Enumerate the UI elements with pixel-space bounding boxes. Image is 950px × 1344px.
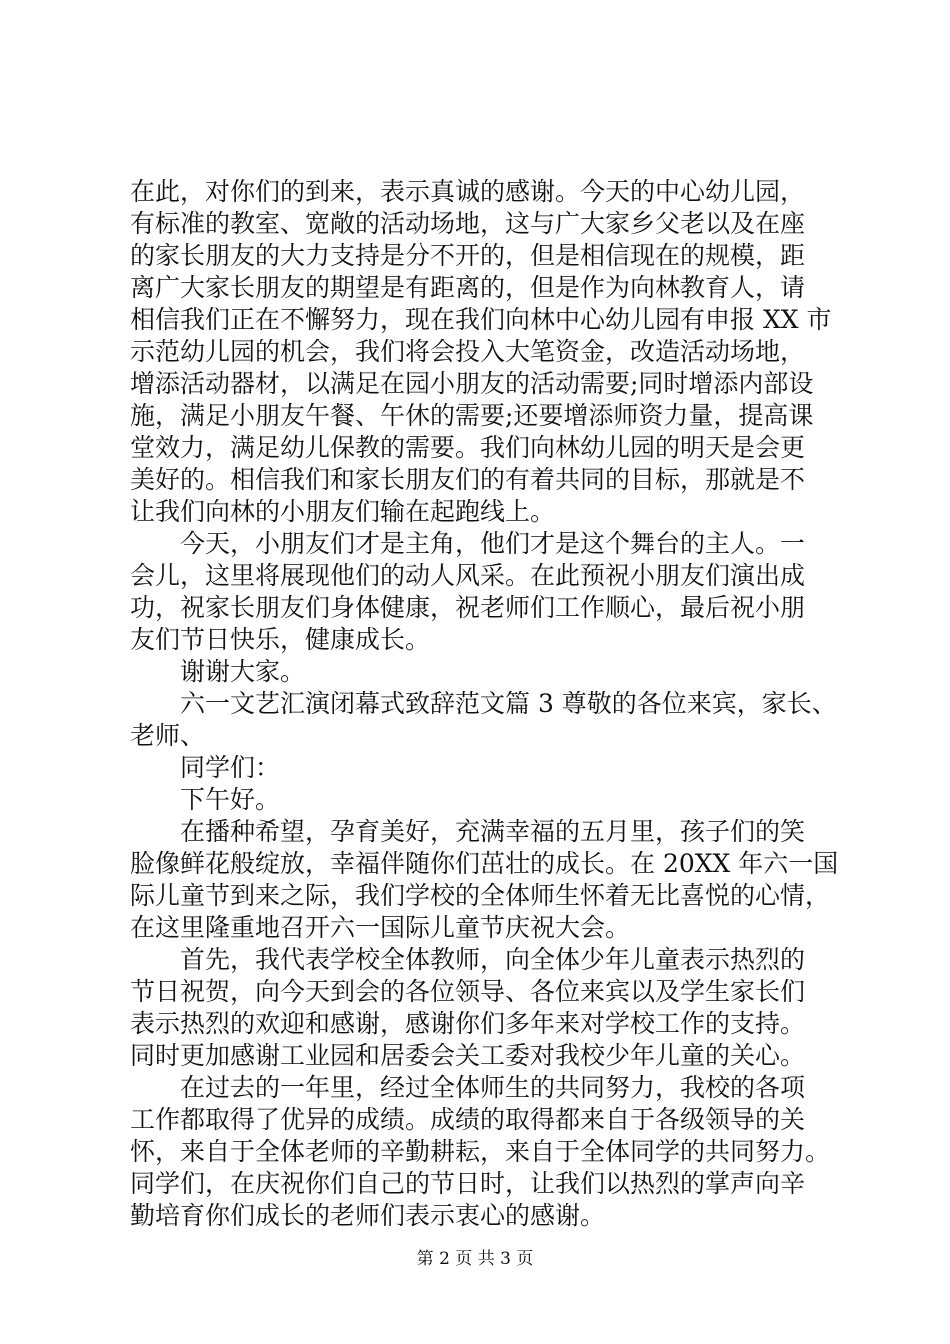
text-line: 堂效力，满足幼儿保教的需要。我们向林幼儿园的明天是会更: [130, 433, 806, 462]
text-line: 工作都取得了优异的成绩。成绩的取得都来自于各级领导的关: [130, 1105, 806, 1134]
text-line: 老师、: [130, 721, 206, 750]
text-line: 增添活动器材，以满足在园小朋友的活动需要;同时增添内部设: [130, 369, 814, 398]
text-line: 节日祝贺，向今天到会的各位领导、各位来宾以及学生家长们: [130, 977, 806, 1006]
text-line: 怀，来自于全体老师的辛勤耕耘，来自于全体同学的共同努力。: [130, 1137, 831, 1166]
text-line: 在此，对你们的到来，表示真诚的感谢。今天的中心幼儿园，: [130, 177, 806, 206]
text-line: 示范幼儿园的机会，我们将会投入大笔资金，改造活动场地，: [130, 337, 806, 366]
text-line: 有标准的教室、宽敞的活动场地，这与广大家乡父老以及在座: [130, 209, 806, 238]
text-line: 表示热烈的欢迎和感谢，感谢你们多年来对学校工作的支持。: [130, 1009, 806, 1038]
text-line: 首先，我代表学校全体教师，向全体少年儿童表示热烈的: [180, 945, 806, 974]
text-line: 的家长朋友的大力支持是分不开的，但是相信现在的规模，距: [130, 241, 806, 270]
text-line: 功，祝家长朋友们身体健康，祝老师们工作顺心，最后祝小朋: [130, 593, 806, 622]
text-line: 勤培育你们成长的老师们表示衷心的感谢。: [130, 1201, 606, 1230]
text-line: 脸像鲜花般绽放，幸福伴随你们茁壮的成长。在 20XX 年六一国: [130, 849, 839, 878]
text-line: 下午好。: [180, 785, 281, 814]
text-line: 会儿，这里将展现他们的动人风采。在此预祝小朋友们演出成: [130, 561, 806, 590]
page-footer: 第 2 页 共 3 页: [416, 1249, 534, 1269]
text-line: 友们节日快乐，健康成长。: [130, 625, 431, 654]
text-line: 相信我们正在不懈努力，现在我们向林中心幼儿园有申报 XX 市: [130, 305, 832, 334]
text-line: 谢谢大家。: [180, 657, 306, 686]
text-line: 施，满足小朋友午餐、午休的需要;还要增添师资力量，提高课: [130, 401, 814, 430]
text-line: 六一文艺汇演闭幕式致辞范文篇 3 尊敬的各位来宾，家长、: [180, 689, 837, 718]
text-line: 同学们：: [180, 753, 281, 782]
text-line: 在播种希望，孕育美好，充满幸福的五月里，孩子们的笑: [180, 817, 806, 846]
document-body: [130, 176, 850, 1232]
text-line: 在这里隆重地召开六一国际儿童节庆祝大会。: [130, 913, 631, 942]
text-line: 离广大家长朋友的期望是有距离的，但是作为向林教育人，请: [130, 273, 806, 302]
text-line: 同时更加感谢工业园和居委会关工委对我校少年儿童的关心。: [130, 1041, 806, 1070]
text-line: 美好的。相信我们和家长朋友们的有着共同的目标，那就是不: [130, 465, 806, 494]
text-line: 让我们向林的小朋友们输在起跑线上。: [130, 497, 556, 526]
text-line: 在过去的一年里，经过全体师生的共同努力，我校的各项: [180, 1073, 806, 1102]
text-line: 同学们，在庆祝你们自己的节日时，让我们以热烈的掌声向辛: [130, 1169, 806, 1198]
text-line: 今天，小朋友们才是主角，他们才是这个舞台的主人。一: [180, 529, 806, 558]
text-line: 际儿童节到来之际，我们学校的全体师生怀着无比喜悦的心情，: [130, 881, 831, 910]
